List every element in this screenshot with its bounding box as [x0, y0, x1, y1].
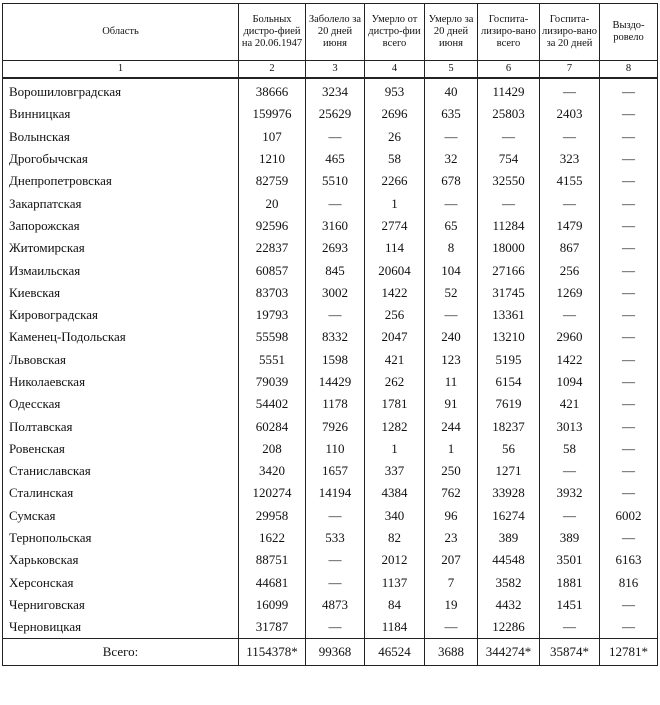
value-cell: 20: [239, 192, 306, 214]
table-row: [3, 148, 658, 170]
value-cell: 6163: [600, 549, 658, 571]
value-cell: 3932: [540, 482, 600, 504]
value-cell: —: [306, 572, 365, 594]
value-cell: 20604: [365, 259, 425, 281]
region-name-cell: Кировоградская: [3, 304, 239, 326]
value-cell: 44548: [478, 549, 540, 571]
value-cell: 65: [425, 215, 478, 237]
value-cell: 1: [365, 192, 425, 214]
value-cell: 8: [425, 237, 478, 259]
value-cell: 60857: [239, 259, 306, 281]
value-cell: 1184: [365, 616, 425, 639]
value-cell: —: [600, 282, 658, 304]
value-cell: 1094: [540, 371, 600, 393]
table-row: [3, 482, 658, 504]
value-cell: 84: [365, 594, 425, 616]
table-row: [3, 616, 658, 639]
table-row: [3, 192, 658, 214]
total-value-cell: 46524: [365, 639, 425, 666]
table-row: [3, 505, 658, 527]
column-number-row: [3, 61, 658, 79]
value-cell: 82759: [239, 170, 306, 192]
value-cell: 123: [425, 349, 478, 371]
value-cell: 5195: [478, 349, 540, 371]
value-cell: 11: [425, 371, 478, 393]
value-cell: —: [600, 393, 658, 415]
value-cell: 1282: [365, 415, 425, 437]
value-cell: 14194: [306, 482, 365, 504]
region-name-cell: Киевская: [3, 282, 239, 304]
value-cell: —: [540, 505, 600, 527]
region-name-cell: Николаевская: [3, 371, 239, 393]
value-cell: 1271: [478, 460, 540, 482]
region-name-cell: Закарпатская: [3, 192, 239, 214]
value-cell: 262: [365, 371, 425, 393]
value-cell: —: [600, 527, 658, 549]
value-cell: 256: [365, 304, 425, 326]
value-cell: 110: [306, 438, 365, 460]
value-cell: 389: [478, 527, 540, 549]
value-cell: 38666: [239, 78, 306, 103]
value-cell: 1422: [540, 349, 600, 371]
value-cell: 7: [425, 572, 478, 594]
value-cell: —: [306, 505, 365, 527]
value-cell: —: [425, 192, 478, 214]
value-cell: 4873: [306, 594, 365, 616]
column-number: 1: [3, 61, 239, 79]
value-cell: 31787: [239, 616, 306, 639]
value-cell: 337: [365, 460, 425, 482]
region-name-cell: Полтавская: [3, 415, 239, 437]
value-cell: —: [478, 192, 540, 214]
value-cell: 16099: [239, 594, 306, 616]
value-cell: 32: [425, 148, 478, 170]
value-cell: 11429: [478, 78, 540, 103]
value-cell: 159976: [239, 103, 306, 125]
value-cell: 3160: [306, 215, 365, 237]
table-row: [3, 460, 658, 482]
table-row: [3, 549, 658, 571]
value-cell: 19793: [239, 304, 306, 326]
value-cell: 4384: [365, 482, 425, 504]
value-cell: 13361: [478, 304, 540, 326]
value-cell: 40: [425, 78, 478, 103]
value-cell: 14429: [306, 371, 365, 393]
value-cell: 1210: [239, 148, 306, 170]
value-cell: —: [600, 616, 658, 639]
value-cell: —: [478, 126, 540, 148]
value-cell: 12286: [478, 616, 540, 639]
region-name-cell: Черниговская: [3, 594, 239, 616]
value-cell: 16274: [478, 505, 540, 527]
value-cell: 465: [306, 148, 365, 170]
value-cell: 635: [425, 103, 478, 125]
table-header: [3, 4, 658, 79]
value-cell: 13210: [478, 326, 540, 348]
value-cell: —: [600, 237, 658, 259]
value-cell: 754: [478, 148, 540, 170]
value-cell: 22837: [239, 237, 306, 259]
column-number: 3: [306, 61, 365, 79]
value-cell: 27166: [478, 259, 540, 281]
value-cell: 54402: [239, 393, 306, 415]
value-cell: 58: [540, 438, 600, 460]
column-number: 6: [478, 61, 540, 79]
value-cell: —: [540, 616, 600, 639]
value-cell: 845: [306, 259, 365, 281]
value-cell: 1781: [365, 393, 425, 415]
value-cell: 2047: [365, 326, 425, 348]
value-cell: 244: [425, 415, 478, 437]
value-cell: 533: [306, 527, 365, 549]
value-cell: 323: [540, 148, 600, 170]
value-cell: —: [600, 438, 658, 460]
table-footer: [3, 639, 658, 666]
region-name-cell: Волынская: [3, 126, 239, 148]
value-cell: 3420: [239, 460, 306, 482]
value-cell: 1479: [540, 215, 600, 237]
value-cell: 23: [425, 527, 478, 549]
region-name-cell: Каменец-Подольская: [3, 326, 239, 348]
value-cell: —: [600, 192, 658, 214]
value-cell: 19: [425, 594, 478, 616]
table-row: [3, 438, 658, 460]
value-cell: 389: [540, 527, 600, 549]
value-cell: 5551: [239, 349, 306, 371]
table-row: [3, 126, 658, 148]
column-number: 4: [365, 61, 425, 79]
value-cell: 340: [365, 505, 425, 527]
column-number: 2: [239, 61, 306, 79]
value-cell: 1451: [540, 594, 600, 616]
value-cell: 26: [365, 126, 425, 148]
region-name-cell: Измаильская: [3, 259, 239, 281]
table-row: [3, 415, 658, 437]
value-cell: 1422: [365, 282, 425, 304]
value-cell: 3582: [478, 572, 540, 594]
table-row: [3, 282, 658, 304]
value-cell: 2266: [365, 170, 425, 192]
value-cell: —: [600, 460, 658, 482]
column-number: 5: [425, 61, 478, 79]
value-cell: 107: [239, 126, 306, 148]
value-cell: 82: [365, 527, 425, 549]
region-name-cell: Одесская: [3, 393, 239, 415]
value-cell: 250: [425, 460, 478, 482]
value-cell: —: [600, 415, 658, 437]
table-row: [3, 572, 658, 594]
value-cell: 88751: [239, 549, 306, 571]
column-header: Госпита-лизиро-вано за 20 дней: [540, 4, 600, 61]
value-cell: 240: [425, 326, 478, 348]
value-cell: 421: [540, 393, 600, 415]
value-cell: 4432: [478, 594, 540, 616]
value-cell: —: [600, 170, 658, 192]
region-name-cell: Львовская: [3, 349, 239, 371]
value-cell: —: [600, 103, 658, 125]
region-name-cell: Сталинская: [3, 482, 239, 504]
value-cell: —: [600, 259, 658, 281]
value-cell: 2012: [365, 549, 425, 571]
value-cell: 256: [540, 259, 600, 281]
column-header: Больных дистро-фией на 20.06.1947: [239, 4, 306, 61]
value-cell: 678: [425, 170, 478, 192]
table-body: [3, 78, 658, 639]
value-cell: 58: [365, 148, 425, 170]
value-cell: 208: [239, 438, 306, 460]
value-cell: —: [600, 349, 658, 371]
value-cell: 11284: [478, 215, 540, 237]
region-name-cell: Черновицкая: [3, 616, 239, 639]
value-cell: 25803: [478, 103, 540, 125]
value-cell: 8332: [306, 326, 365, 348]
region-name-cell: Ровенская: [3, 438, 239, 460]
value-cell: 3013: [540, 415, 600, 437]
value-cell: —: [540, 78, 600, 103]
total-value-cell: 1154378*: [239, 639, 306, 666]
value-cell: 421: [365, 349, 425, 371]
table-row: [3, 78, 658, 103]
value-cell: 1622: [239, 527, 306, 549]
region-name-cell: Харьковская: [3, 549, 239, 571]
column-header: Заболело за 20 дней июня: [306, 4, 365, 61]
value-cell: 91: [425, 393, 478, 415]
table-row: [3, 215, 658, 237]
value-cell: 7926: [306, 415, 365, 437]
column-header: Выздо-ровело: [600, 4, 658, 61]
table-row: [3, 527, 658, 549]
value-cell: 104: [425, 259, 478, 281]
region-name-cell: Дрогобычская: [3, 148, 239, 170]
table-row: [3, 349, 658, 371]
value-cell: —: [306, 616, 365, 639]
value-cell: 114: [365, 237, 425, 259]
value-cell: 55598: [239, 326, 306, 348]
value-cell: —: [306, 126, 365, 148]
value-cell: 18000: [478, 237, 540, 259]
value-cell: 96: [425, 505, 478, 527]
region-name-cell: Херсонская: [3, 572, 239, 594]
value-cell: 816: [600, 572, 658, 594]
value-cell: 1881: [540, 572, 600, 594]
value-cell: 1178: [306, 393, 365, 415]
value-cell: —: [540, 192, 600, 214]
value-cell: 29958: [239, 505, 306, 527]
total-value-cell: 12781*: [600, 639, 658, 666]
value-cell: 31745: [478, 282, 540, 304]
value-cell: 92596: [239, 215, 306, 237]
value-cell: —: [600, 482, 658, 504]
value-cell: 44681: [239, 572, 306, 594]
value-cell: 3002: [306, 282, 365, 304]
value-cell: —: [540, 460, 600, 482]
value-cell: —: [600, 126, 658, 148]
value-cell: 1657: [306, 460, 365, 482]
value-cell: —: [600, 594, 658, 616]
value-cell: 18237: [478, 415, 540, 437]
value-cell: 3501: [540, 549, 600, 571]
table-row: [3, 304, 658, 326]
column-header: Госпита-лизиро-вано всего: [478, 4, 540, 61]
region-name-cell: Днепропетровская: [3, 170, 239, 192]
value-cell: 3234: [306, 78, 365, 103]
column-header: Умерло от дистро-фии всего: [365, 4, 425, 61]
value-cell: 4155: [540, 170, 600, 192]
value-cell: 60284: [239, 415, 306, 437]
value-cell: —: [306, 549, 365, 571]
value-cell: 32550: [478, 170, 540, 192]
value-cell: —: [600, 148, 658, 170]
value-cell: 2774: [365, 215, 425, 237]
table-row: [3, 371, 658, 393]
value-cell: —: [600, 304, 658, 326]
value-cell: 6154: [478, 371, 540, 393]
value-cell: 33928: [478, 482, 540, 504]
value-cell: —: [600, 78, 658, 103]
value-cell: —: [540, 304, 600, 326]
column-header: Область: [3, 4, 239, 61]
value-cell: 2403: [540, 103, 600, 125]
total-value-cell: 35874*: [540, 639, 600, 666]
column-number: 8: [600, 61, 658, 79]
total-label: Всего:: [3, 639, 239, 666]
region-name-cell: Винницкая: [3, 103, 239, 125]
value-cell: —: [540, 126, 600, 148]
table-row: [3, 326, 658, 348]
value-cell: 1: [365, 438, 425, 460]
value-cell: 52: [425, 282, 478, 304]
value-cell: —: [306, 304, 365, 326]
column-number: 7: [540, 61, 600, 79]
value-cell: 953: [365, 78, 425, 103]
region-name-cell: Ворошиловградская: [3, 78, 239, 103]
total-value-cell: 3688: [425, 639, 478, 666]
total-value-cell: 99368: [306, 639, 365, 666]
table-row: [3, 594, 658, 616]
statistics-table: [2, 3, 658, 666]
value-cell: 1269: [540, 282, 600, 304]
table-row: [3, 259, 658, 281]
column-header: Умерло за 20 дней июня: [425, 4, 478, 61]
region-name-cell: Станиславская: [3, 460, 239, 482]
value-cell: 2960: [540, 326, 600, 348]
value-cell: 1137: [365, 572, 425, 594]
value-cell: —: [425, 126, 478, 148]
value-cell: 1598: [306, 349, 365, 371]
value-cell: —: [600, 215, 658, 237]
value-cell: —: [425, 616, 478, 639]
value-cell: 120274: [239, 482, 306, 504]
region-name-cell: Житомирская: [3, 237, 239, 259]
region-name-cell: Сумская: [3, 505, 239, 527]
table-row: [3, 103, 658, 125]
value-cell: —: [306, 192, 365, 214]
value-cell: 7619: [478, 393, 540, 415]
value-cell: 6002: [600, 505, 658, 527]
value-cell: 5510: [306, 170, 365, 192]
value-cell: 762: [425, 482, 478, 504]
value-cell: 25629: [306, 103, 365, 125]
table-row: [3, 393, 658, 415]
value-cell: 867: [540, 237, 600, 259]
value-cell: —: [600, 371, 658, 393]
value-cell: 2693: [306, 237, 365, 259]
table-row: [3, 237, 658, 259]
value-cell: 79039: [239, 371, 306, 393]
value-cell: —: [425, 304, 478, 326]
region-name-cell: Тернопольская: [3, 527, 239, 549]
region-name-cell: Запорожская: [3, 215, 239, 237]
value-cell: 83703: [239, 282, 306, 304]
value-cell: 207: [425, 549, 478, 571]
value-cell: —: [600, 326, 658, 348]
total-value-cell: 344274*: [478, 639, 540, 666]
total-row: [3, 639, 658, 666]
value-cell: 2696: [365, 103, 425, 125]
value-cell: 1: [425, 438, 478, 460]
value-cell: 56: [478, 438, 540, 460]
header-row: [3, 4, 658, 61]
table-row: [3, 170, 658, 192]
